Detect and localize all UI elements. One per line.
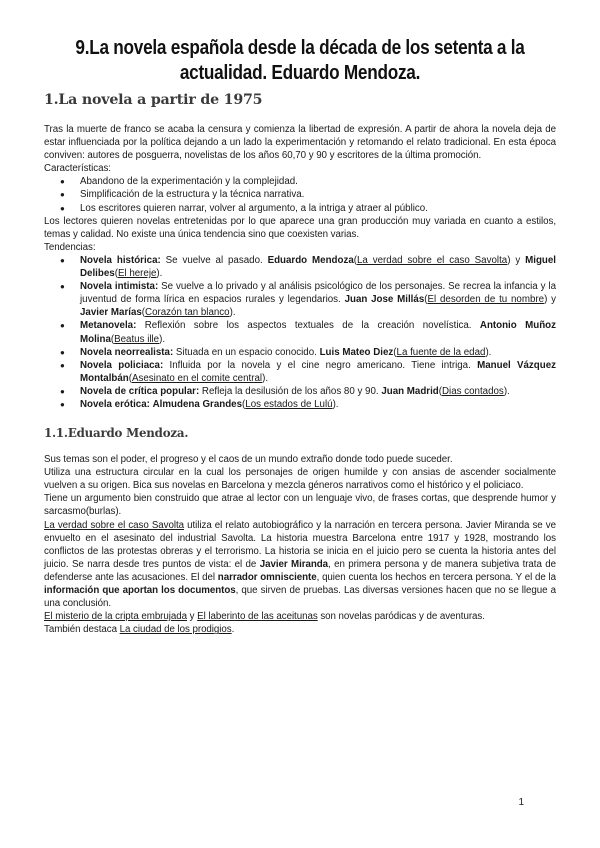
trend-item-neorrealista: ● Novela neorrealista: Situada en un espacio conocido. Luis Mateo Diez(La fuente de la edad). [60, 346, 492, 358]
trend-item-metanovela: ● Metanovela: Reflexión sobre los aspectos textuales de la creación novelística. Antonio Muñoz Molina(Beatus ille). [60, 320, 556, 345]
bullet-icon: ● [60, 347, 65, 357]
savolta-paragraph: La verdad sobre el caso Savolta utiliza el relato autobiográfico y la narración en tercera persona. Javier Miranda se ve envuelto en el asesinato del industrial Savolta. La historia muestra Barcelona entre 1917 y 1928, mostrando los conflictos de las protestas obreras y el terrorismo. La historia se inicia en el juicio pero se cuenta la historia antes del juicio. Se narra desde tres puntos de vista: el de Javier Miranda, en primera persona y de manera subjetiva trata de defenderse ante las acusaciones. El del narrador omnisciente, quien cuenta los hechos en tercera persona. Y el de la información que aportan los documentos, que sirven de pruebas. Las diversas versiones hacen que no se llegue a una conclusión. [44, 519, 557, 610]
bullet-icon: ● [60, 203, 65, 213]
trend-item-policiaca: ● Novela policiaca: Influida por la novela y el cine negro americano. Tiene intriga. Manuel Vázquez Montalbán(Asesinato en el comite central). [60, 359, 556, 384]
bullet-icon: ● [60, 360, 65, 370]
mendoza-plot-paragraph: Tiene un argumento bien construido que atrae al lector con un lenguaje vivo, de frases cortas, que desprende humor y sarcasmo(burlas). [44, 493, 556, 518]
bullet-icon: ● [60, 321, 65, 331]
parody-novels-paragraph: El misterio de la cripta embrujada y El laberinto de las aceitunas son novelas paródicas y de aventuras. [44, 611, 485, 623]
readers-paragraph: Los lectores quieren novelas entretenidas por lo que aparece una gran producción muy variada en cuanto a estilos, temas y calidad. No existe una única tendencia sino que coexisten varias. [44, 215, 556, 240]
trend-item-critica-popular: ● Novela de crítica popular: Refleja la desilusión de los años 80 y 90. Juan Madrid(Dias contados). [60, 385, 510, 397]
trend-item-erotica: ● Novela erótica: Almudena Grandes(Los estados de Lulú). [60, 398, 339, 410]
intro-paragraph: Tras la muerte de franco se acaba la censura y comienza la libertad de expresión. A partir de ahora la novela deja de estar influenciada por la política dejando a un lado la experimentación y retomando el relato tradicional. En esta época conviven: autores de posguerra, novelistas de los años 60,70 y 90 y escritores de la última promoción. [44, 124, 556, 162]
list-item: ● Los escritores quieren narrar, volver al argumento, a la intriga y atraer al público. [60, 202, 428, 214]
bullet-icon: ● [60, 177, 65, 187]
list-item: ● Abandono de la experimentación y la complejidad. [60, 176, 298, 188]
document-title: 9.La novela española desde la década de los setenta a la actualidad. Eduardo Mendoza. [75, 37, 525, 84]
bullet-icon: ● [60, 386, 65, 396]
bullet-icon: ● [60, 190, 65, 200]
trend-item-historica: ● Novela histórica: Se vuelve al pasado. Eduardo Mendoza(La verdad sobre el caso Savolta) y Miguel Delibes(El hereje). [60, 254, 556, 280]
trends-label: Tendencias: [44, 241, 96, 253]
mendoza-themes-paragraph: Sus temas son el poder, el progreso y el caos de un mundo extraño donde todo puede suceder. [44, 454, 453, 466]
trend-item-intimista: ● Novela intimista: Se vuelve a lo privado y al análisis psicológico de los personajes. Se recrea la infancia y la juventud de forma lírica en espacios rurales y legendarios. Juan Jose Millás(El desorden de tu nombre) y Javier Marías(Corazón tan blanco). [60, 281, 557, 319]
page-number: 1 [518, 797, 524, 808]
trends-list [44, 254, 556, 411]
bullet-icon: ● [60, 282, 65, 292]
prodigios-paragraph: También destaca La ciudad de los prodigios. [44, 624, 235, 636]
features-list [44, 175, 556, 214]
section-heading-mendoza: 1.1.Eduardo Mendoza. [44, 426, 189, 441]
list-item: ● Simplificación de la estructura y la técnica narrativa. [60, 189, 305, 201]
section-heading-novela-1975: 1.La novela a partir de 1975 [44, 92, 263, 108]
features-label: Características: [44, 163, 111, 175]
mendoza-structure-paragraph: Utiliza una estructura circular en la cual los personajes de origen humilde y con ansias de ascender socialmente vuelven a su origen. Bica sus novelas en Barcelona y mezcla géneros narrativos como el histórico y el policiaco. [44, 467, 556, 492]
bullet-icon: ● [60, 399, 65, 409]
bullet-icon: ● [60, 255, 65, 265]
